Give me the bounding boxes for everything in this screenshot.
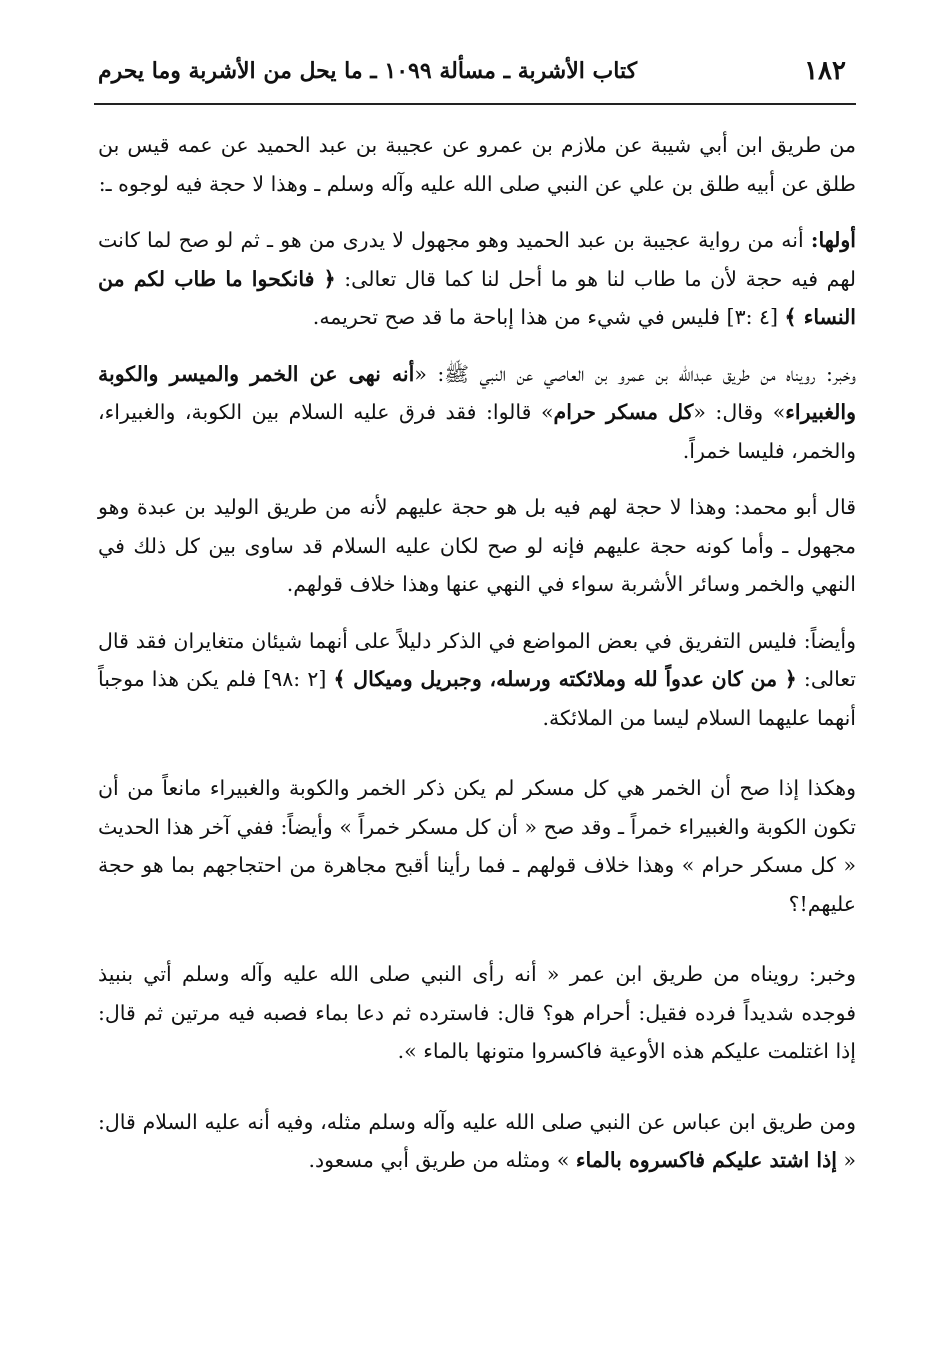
paragraph-text: وهكذا إذا صح أن الخمر هي كل مسكر لم يكن ذكر الخمر والكوبة والغبيراء مانعاً من أن تكون الكوبة والغبيراء خمراً ـ وقد صح « أن كل مسكر خمراً » وأيضاً: ففي آخر هذا الحديث « كل مسكر حرام » وهذا خلاف قولهم ـ فما رأينا أقبح مجاهرة من احتجاجهم بما هو حجة عليهم!؟ xyxy=(98,776,856,916)
paragraph-7 xyxy=(98,955,856,1071)
paragraph-text: وخبر: رويناه من طريق ابن عمر « أنه رأى النبي صلى الله عليه وآله وسلم أتي بنبيذ فوجده شديداً فرده فقيل: أحرام هو؟ قال: فاسترده ثم دعا بماء فصبه فيه مرتين ثم قال: إذا اغتلمت عليكم هذه الأوعية فاكسروا متونها بالماء ». xyxy=(98,962,856,1063)
paragraph-text: وخبر: رويناه من طريق عبدالله بن عمرو بن العاصي عن النبي ﷺ: « xyxy=(414,361,856,386)
paragraph-6 xyxy=(98,769,856,923)
paragraph-text: » قالوا: فقد فرق عليه السلام بين الكوبة، والغبيراء، والخمر، فليسا خمراً. xyxy=(98,400,856,463)
paragraph-text: » وقال: « xyxy=(693,400,786,424)
paragraph-text: أنه من رواية عجيبة بن عبد الحميد وهو مجهول لا يدرى من هو ـ ثم لو صح لما كانت لهم فيه حجة لأن ما طاب لنا هو ما أحل لنا كما قال تعالى: xyxy=(98,228,857,291)
paragraph-1 xyxy=(98,126,856,203)
paragraph-text: من طريق ابن أبي شيبة عن ملازم بن عمرو عن عجيبة بن عبد الحميد عن عمه قيس بن طلق عن أبيه طلق بن علي عن النبي صلى الله عليه وآله وسلم ـ وهذا لا حجة فيه لوجوه ـ: xyxy=(98,133,856,196)
paragraph-8 xyxy=(98,1103,856,1180)
hadith-quote: إذا اشتد عليكم فاكسروه بالماء xyxy=(575,1148,837,1172)
paragraph-4 xyxy=(98,488,856,604)
quran-quote: ﴿ من كان عدواً لله وملائكته ورسله، وجبريل وميكال ﴾ xyxy=(333,667,797,691)
header-divider xyxy=(94,103,856,105)
hadith-quote: كل مسكر حرام xyxy=(553,400,694,424)
body-text xyxy=(98,126,856,1198)
quran-quote: ﴿ فانكحوا ما طاب لكم من النساء ﴾ xyxy=(98,266,856,329)
paragraph-tail: [٤ :٣] فليس في شيء من هذا إباحة ما قد صح تحريمه. xyxy=(312,305,785,329)
paragraph-text: ومن طريق ابن عباس عن النبي صلى الله عليه وآله وسلم مثله، وفيه أنه عليه السلام قال: « xyxy=(98,1109,856,1172)
running-head xyxy=(92,52,852,92)
page-number: ١٨٢ xyxy=(804,56,846,86)
paragraph-text: وأيضاً: فليس التفريق في بعض المواضع في الذكر دليلاً على أنهما شيئان متغايران فقد قال تعالى: xyxy=(98,628,857,691)
chapter-title: كتاب الأشربة ـ مسألة ١٠٩٩ ـ ما يحل من الأشربة وما يحرم xyxy=(98,58,638,84)
hadith-quote: أنه نهى عن الخمر والميسر والكوبة والغبيراء xyxy=(98,361,856,424)
paragraph-5 xyxy=(98,622,856,738)
paragraph-2 xyxy=(98,221,856,337)
paragraph-lead: أولها: xyxy=(810,228,856,252)
paragraph-text: قال أبو محمد: وهذا لا حجة لهم فيه بل هو حجة عليهم لأنه من طريق الوليد بن عبدة وهو مجهول ـ وأما كونه حجة عليهم فإنه لو صح لكان عليه السلام قد ساوى بين كل ذلك في النهي والخمر وسائر الأشربة سواء في النهي عنها وهذا خلاف قولهم. xyxy=(98,495,856,596)
paragraph-text: [٢ :٩٨] فلم يكن هذا موجباً أنهما عليهما السلام ليسا من الملائكة. xyxy=(98,667,856,730)
paragraph-text: » ومثله من طريق أبي مسعود. xyxy=(308,1148,576,1172)
paragraph-3 xyxy=(98,355,856,471)
